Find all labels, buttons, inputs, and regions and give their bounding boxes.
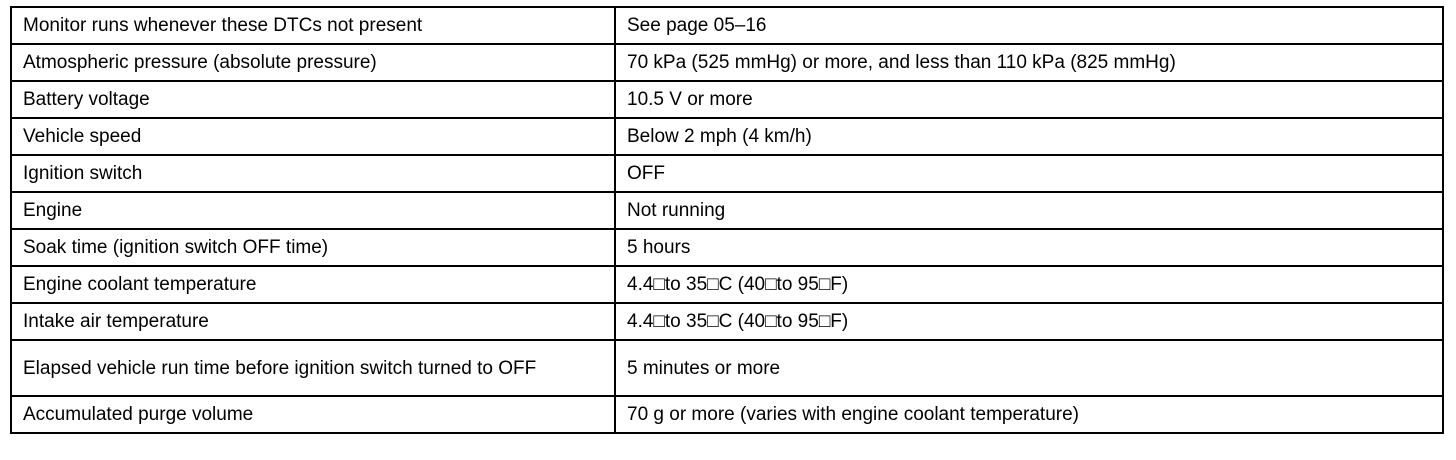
parameter-cell: Intake air temperature: [11, 303, 615, 340]
parameter-cell: Engine coolant temperature: [11, 266, 615, 303]
specification-cell: 10.5 V or more: [615, 81, 1443, 118]
table-row: [11, 118, 1443, 155]
table-row: [11, 266, 1443, 303]
specification-cell: 5 hours: [615, 229, 1443, 266]
specification-cell: Not running: [615, 192, 1443, 229]
parameter-cell: Elapsed vehicle run time before ignition switch turned to OFF: [11, 340, 615, 396]
specification-cell: 70 kPa (525 mmHg) or more, and less than 110 kPa (825 mmHg): [615, 44, 1443, 81]
table-row: [11, 44, 1443, 81]
parameter-cell: Accumulated purge volume: [11, 396, 615, 433]
specification-cell: See page 05–16: [615, 7, 1443, 44]
table-row: [11, 155, 1443, 192]
specification-cell: 70 g or more (varies with engine coolant temperature): [615, 396, 1443, 433]
table-row: [11, 229, 1443, 266]
table-row: [11, 192, 1443, 229]
parameter-cell: Battery voltage: [11, 81, 615, 118]
parameter-cell: Engine: [11, 192, 615, 229]
table-row: [11, 340, 1443, 396]
specification-cell: 4.4□to 35□C (40□to 95□F): [615, 266, 1443, 303]
parameter-cell: Atmospheric pressure (absolute pressure): [11, 44, 615, 81]
specification-cell: Below 2 mph (4 km/h): [615, 118, 1443, 155]
parameter-cell: Soak time (ignition switch OFF time): [11, 229, 615, 266]
parameter-cell: Vehicle speed: [11, 118, 615, 155]
table-row: [11, 396, 1443, 433]
table-row: [11, 7, 1443, 44]
specification-cell: 4.4□to 35□C (40□to 95□F): [615, 303, 1443, 340]
specification-cell: 5 minutes or more: [615, 340, 1443, 396]
table-row: [11, 303, 1443, 340]
conditions-table: [10, 6, 1444, 434]
parameter-cell: Monitor runs whenever these DTCs not present: [11, 7, 615, 44]
specification-cell: OFF: [615, 155, 1443, 192]
table-row: [11, 81, 1443, 118]
conditions-table-container: [10, 6, 1442, 454]
parameter-cell: Ignition switch: [11, 155, 615, 192]
